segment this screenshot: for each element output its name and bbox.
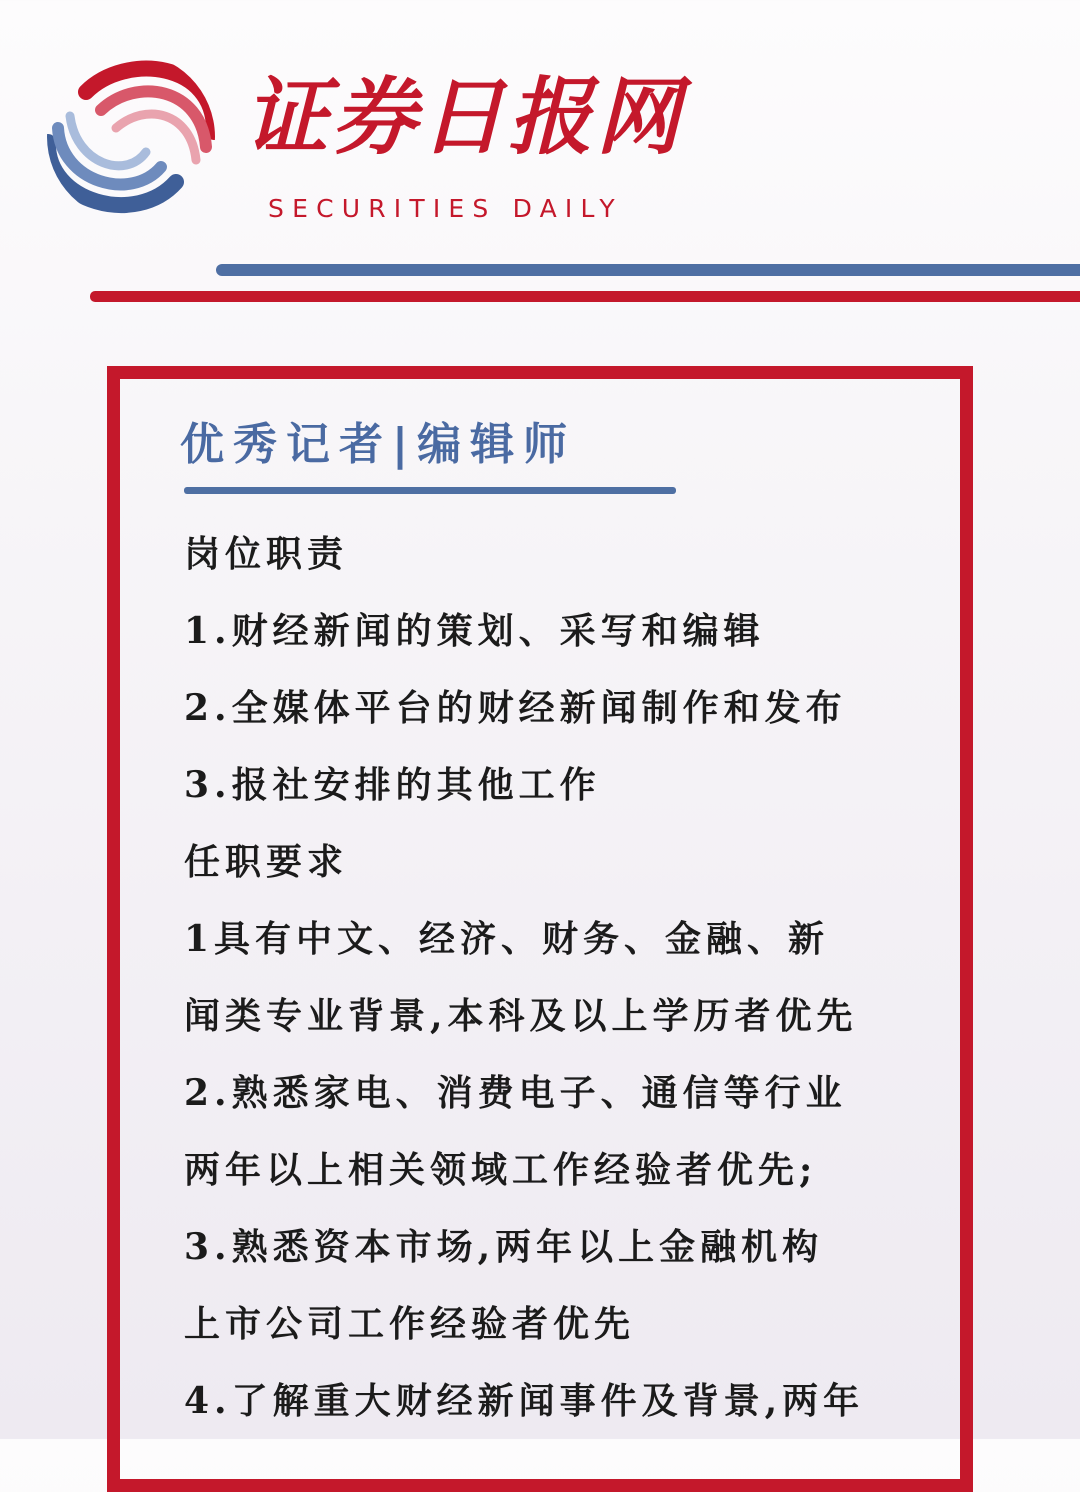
requirement-line: 3.熟悉资本市场,两年以上金融机构 (184, 1226, 824, 1268)
header-rule-red (90, 291, 1080, 302)
header-rule-blue (216, 264, 1080, 276)
duty-item: 2.全媒体平台的财经新闻制作和发布 (184, 687, 847, 729)
requirement-line: 4.了解重大财经新闻事件及背景,两年 (184, 1380, 865, 1422)
requirement-line: 1具有中文、经济、财务、金融、新 (184, 918, 830, 960)
requirement-line: 2.熟悉家电、消费电子、通信等行业 (184, 1072, 847, 1114)
duty-item: 1.财经新闻的策划、采写和编辑 (184, 610, 765, 652)
requirement-line: 上市公司工作经验者优先 (184, 1303, 636, 1345)
duty-item: 3.报社安排的其他工作 (184, 764, 601, 806)
job-title: 优秀记者|编辑师 (180, 419, 577, 470)
requirement-line: 闻类专业背景,本科及以上学历者优先 (184, 995, 858, 1037)
title-underline (184, 487, 676, 494)
section-heading-duties: 岗位职责 (184, 533, 349, 575)
swirl-logo-icon (46, 52, 216, 222)
brand-name-chinese: 证券日报网 (244, 67, 685, 166)
requirement-line: 两年以上相关领域工作经验者优先; (184, 1149, 818, 1191)
brand-name-english: SECURITIES DAILY (268, 194, 623, 223)
section-heading-requirements: 任职要求 (184, 841, 349, 883)
